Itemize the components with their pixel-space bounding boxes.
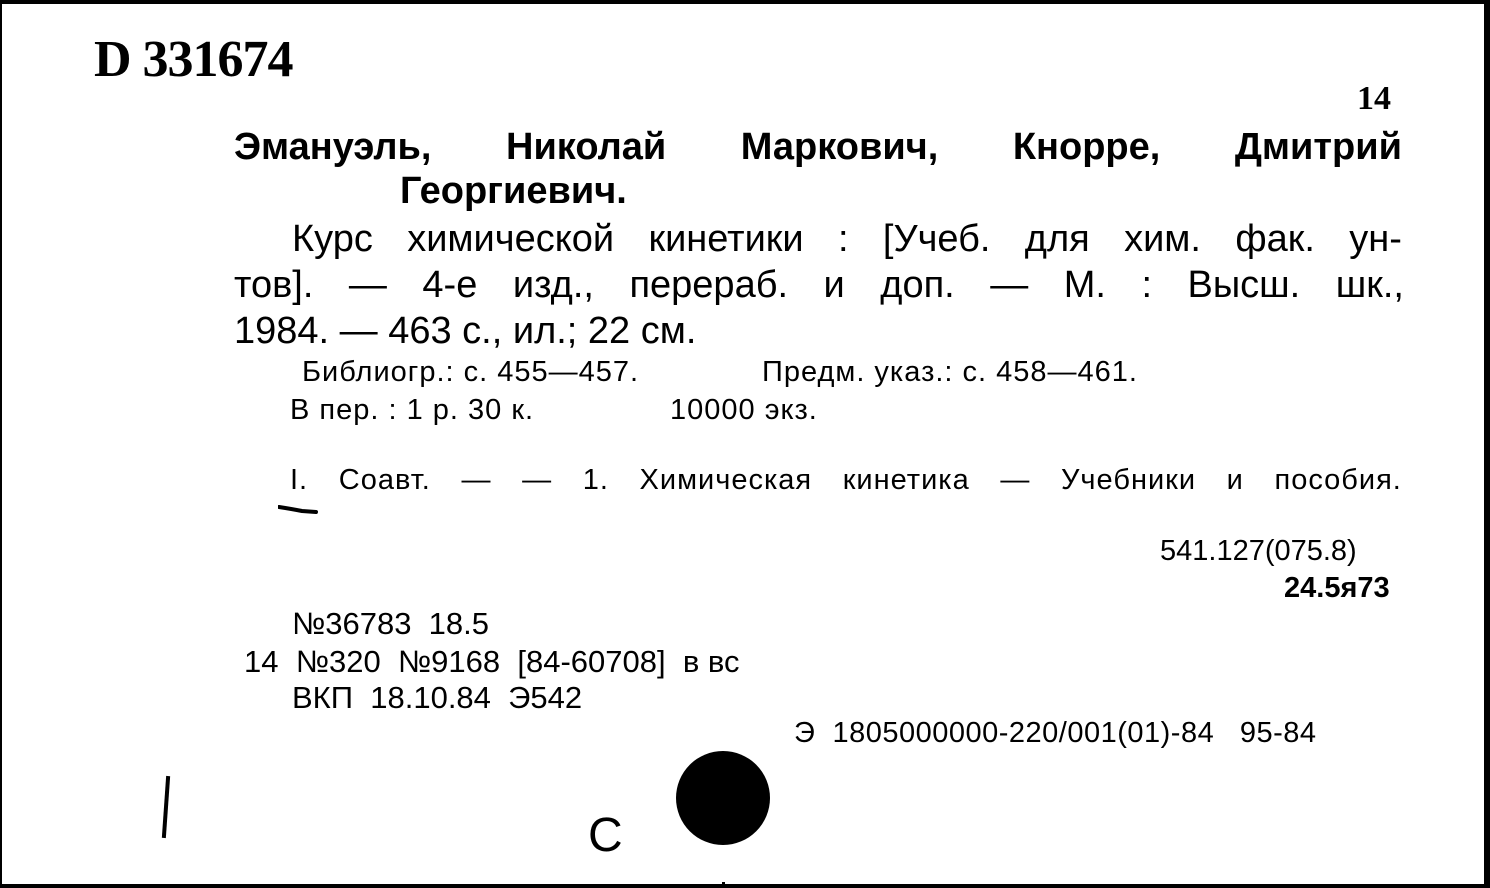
- title-word: изд.,: [512, 264, 594, 306]
- title-word: химической: [407, 218, 615, 260]
- title-word: перераб.: [629, 264, 789, 306]
- author-word: Маркович,: [740, 126, 939, 168]
- author-word: Эмануэль,: [234, 126, 432, 168]
- registration-line-1: №36783 18.5: [292, 606, 490, 641]
- title-word: М.: [1063, 264, 1106, 306]
- bbk-code: 24.5я73: [1284, 572, 1390, 604]
- title-word: Курс: [292, 218, 373, 260]
- tracing-word: —: [461, 464, 492, 496]
- publisher-code: Э 1805000000-220/001(01)-84 95-84: [794, 717, 1317, 749]
- tracing-word: I.: [290, 464, 309, 496]
- title-word: :: [1141, 264, 1152, 306]
- print-run: 10000 экз.: [670, 394, 818, 426]
- pencil-stroke-icon: [162, 776, 170, 838]
- edge-tick-icon: [722, 882, 725, 888]
- title-word: тов].: [234, 264, 314, 306]
- title-word: —: [990, 264, 1029, 306]
- author-word: Кнорре,: [1012, 126, 1161, 168]
- title-line-2: [234, 266, 1404, 304]
- registration-line-3: ВКП 18.10.84 Э542: [292, 680, 583, 715]
- tracing-word: —: [522, 464, 553, 496]
- registration-line-2: 14 №320 №9168 [84-60708] в вс: [244, 644, 740, 679]
- title-word: фак.: [1235, 218, 1315, 260]
- tracing-word: 1.: [582, 464, 609, 496]
- author-word: Дмитрий: [1234, 126, 1402, 168]
- udc-code: 541.127(075.8): [1160, 535, 1357, 567]
- page-number: 14: [1357, 80, 1391, 117]
- title-word: хим.: [1124, 218, 1201, 260]
- tracing-word: Соавт.: [338, 464, 431, 496]
- title-word: ун-: [1349, 218, 1402, 260]
- bibliography-note: Библиогр.: с. 455—457.: [302, 356, 640, 388]
- tracing-word: —: [1000, 464, 1031, 496]
- title-line-1: [292, 220, 1402, 258]
- title-word: [Учеб.: [882, 218, 991, 260]
- author-line-2: Георгиевич.: [400, 170, 627, 212]
- tracing-word: пособия.: [1274, 464, 1402, 496]
- punch-hole-icon: [676, 751, 770, 845]
- title-word: для: [1024, 218, 1090, 260]
- title-word: 4-е: [422, 264, 478, 306]
- title-word: шк.,: [1335, 264, 1404, 306]
- tracing-word: кинетика: [842, 464, 970, 496]
- title-word: и: [823, 264, 845, 306]
- title-word: доп.: [880, 264, 955, 306]
- title-word: кинетики: [648, 218, 804, 260]
- binding-price: В пер. : 1 р. 30 к.: [290, 394, 535, 426]
- tracing-word: Учебники: [1061, 464, 1197, 496]
- call-number: D 331674: [94, 31, 293, 88]
- tracing-line: [290, 466, 1402, 495]
- title-word: —: [348, 264, 387, 306]
- pen-mark-icon: [278, 504, 318, 514]
- title-word: :: [838, 218, 849, 260]
- author-line-1: [234, 128, 1402, 166]
- title-line-3: 1984. — 463 с., ил.; 22 см.: [234, 310, 697, 352]
- subject-index-note: Предм. указ.: с. 458—461.: [762, 356, 1138, 388]
- tracing-word: и: [1226, 464, 1244, 496]
- title-word: Высш.: [1187, 264, 1301, 306]
- tracing-word: Химическая: [639, 464, 813, 496]
- author-word: Николай: [506, 126, 667, 168]
- card-letter: С: [588, 809, 623, 862]
